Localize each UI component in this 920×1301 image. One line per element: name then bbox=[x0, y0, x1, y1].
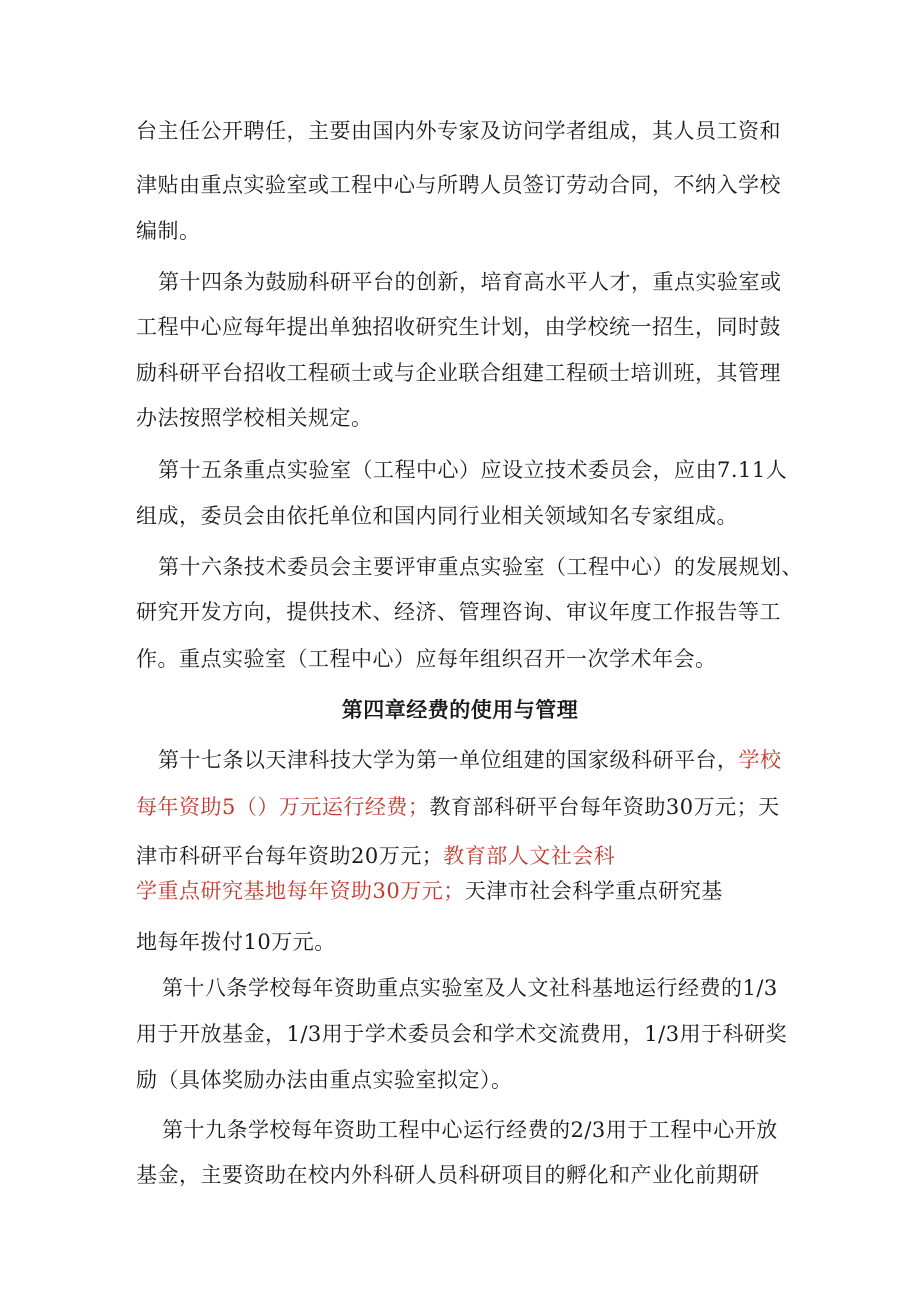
paragraph-line: 台主任公开聘任，主要由国内外专家及访问学者组成，其人员工资和 bbox=[136, 119, 781, 143]
highlighted-text: 教育部人文社会科 bbox=[443, 844, 616, 868]
article-14-line: 办法按照学校相关规定。 bbox=[136, 406, 373, 430]
article-14-line: 工程中心应每年提出单独招收研究生计划，由学校统一招生，同时鼓 bbox=[136, 315, 781, 339]
article-17-text: 教育部科研平台每年资助30万元；天 bbox=[429, 795, 780, 819]
article-16-line: 作。重点实验室（工程中心）应每年组织召开一次学术年会。 bbox=[136, 647, 717, 671]
article-19-line: 基金，主要资助在校内外科研人员科研项目的孵化和产业化前期研 bbox=[136, 1163, 760, 1187]
article-18-line: 第十八条学校每年资助重点实验室及人文社科基地运行经费的1/3 bbox=[162, 976, 778, 1000]
article-17-text: 天津市社会科学重点研究基 bbox=[464, 879, 723, 903]
article-17-line bbox=[136, 793, 780, 821]
article-17-line bbox=[136, 877, 723, 905]
article-17-text: 津市科研平台每年资助20万元； bbox=[136, 844, 444, 868]
article-16-line: 研究开发方向，提供技术、经济、管理咨询、审议年度工作报告等工 bbox=[136, 600, 781, 624]
article-14-line: 励科研平台招收工程硕士或与企业联合组建工程硕士培训班，其管理 bbox=[136, 361, 781, 385]
highlighted-text: 学校 bbox=[738, 748, 782, 772]
highlighted-text: 每年资助5（）万元运行经费； bbox=[136, 795, 430, 819]
article-18-line: 用于开放基金，1/3用于学术委员会和学术交流费用，1/3用于科研奖 bbox=[136, 1022, 788, 1046]
article-17-line: 地每年拨付10万元。 bbox=[136, 930, 336, 954]
article-14-line: 第十四条为鼓励科研平台的创新，培育高水平人才，重点实验室或 bbox=[158, 270, 782, 294]
article-17-text: 第十七条以天津科技大学为第一单位组建的国家级科研平台， bbox=[158, 748, 739, 772]
paragraph-line: 编制。 bbox=[136, 219, 201, 243]
article-16-line: 第十六条技术委员会主要评审重点实验室（工程中心）的发展规划、 bbox=[158, 555, 803, 579]
chapter-heading: 第四章经费的使用与管理 bbox=[341, 697, 579, 722]
article-15-line: 第十五条重点实验室（工程中心）应设立技术委员会，应由7.11人 bbox=[158, 458, 788, 482]
article-18-line: 励（具体奖励办法由重点实验室拟定）。 bbox=[136, 1068, 513, 1092]
article-15-line: 组成，委员会由依托单位和国内同行业相关领域知名专家组成。 bbox=[136, 504, 738, 528]
article-17-line bbox=[158, 746, 782, 774]
article-19-line: 第十九条学校每年资助工程中心运行经费的2/3用于工程中心开放 bbox=[162, 1118, 778, 1142]
article-17-line bbox=[136, 842, 615, 870]
paragraph-line: 津贴由重点实验室或工程中心与所聘人员签订劳动合同，不纳入学校 bbox=[136, 173, 781, 197]
highlighted-text: 学重点研究基地每年资助30万元； bbox=[136, 879, 465, 903]
